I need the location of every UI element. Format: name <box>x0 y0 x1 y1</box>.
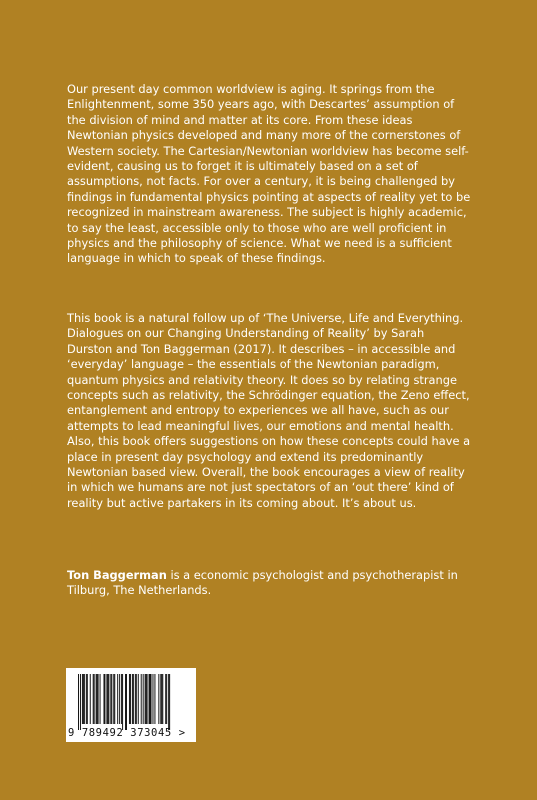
barcode-bar <box>93 674 94 724</box>
barcode-bar <box>160 674 161 724</box>
barcode-bar <box>152 674 153 724</box>
barcode-bar <box>169 674 170 730</box>
barcode-bar <box>154 674 155 724</box>
barcode-bar <box>147 674 148 724</box>
barcode-bar <box>121 674 122 724</box>
barcode-bar <box>117 674 118 724</box>
barcode-bar <box>84 674 85 724</box>
barcode-bar <box>146 674 147 724</box>
author-bio <box>67 568 472 599</box>
barcode-bar <box>125 674 126 730</box>
barcode-bar <box>87 674 88 724</box>
barcode-bar <box>100 674 101 724</box>
barcode-bar <box>141 674 142 724</box>
barcode-bar <box>149 674 150 724</box>
author-name: Ton Baggerman <box>67 568 167 582</box>
barcode-bar <box>126 674 127 730</box>
barcode-bar <box>133 674 134 724</box>
barcode-bar <box>86 674 87 724</box>
description-paragraph-2: This book is a natural follow up of ‘The Universe, Life and Everything. Dialogues on our Changing Understanding of Reality’ by Sarah Durston and Ton Baggerman (2017). It describes – in accessible and ‘everyday’ language – the essentials of the Newtonian paradigm, quantum physics and relativity theory. It does so by relating strange concepts such as relativity, the Schrödinger equation, the Zeno effect, entanglement and entropy to experiences we all have, such as our attempts to lead meaningful lives, our emotions and mental health. Also, this book offers suggestions on how these concepts could have a place in present day psychology and extend its predominantly Newtonian based view. Overall, the book encourages a view of reality in which we humans are not just spectators of an ‘out there’ kind of reality but active partakers in its coming about. It’s about us. <box>67 311 471 510</box>
barcode-bar <box>113 674 114 724</box>
barcode-bar <box>94 674 95 724</box>
barcode-bar <box>165 674 166 724</box>
barcode-bar <box>122 674 123 730</box>
barcode-bar <box>103 674 104 724</box>
barcode-bar <box>166 674 167 724</box>
barcode-bar <box>150 674 151 724</box>
barcode-bar <box>83 674 84 724</box>
barcode-bar <box>106 674 107 724</box>
barcode-bar <box>151 674 152 724</box>
barcode-bar <box>132 674 133 724</box>
author-bio-text: is a economic psychologist and psychotherapist in Tilburg, The Netherlands. <box>67 568 458 598</box>
barcode-bar <box>114 674 115 724</box>
isbn-barcode <box>66 668 196 742</box>
barcode-bar <box>130 674 131 724</box>
description-paragraph-1: Our present day common worldview is aging. It springs from the Enlightenment, some 350 years ago, with Descartes’ assumption of the division of mind and matter at its core. From these ideas Newtonian physics developed and many more of the cornerstones of Western society. The Cartesian/Newtonian worldview has become self-evident, causing us to forget it is ultimately based on a set of assumptions, not facts. For over a century, it is being challenged by findings in fundamental physics pointing at aspects of reality yet to be recognized in mainstream awareness. The subject is highly academic, to say the least, accessible only to those who are well proficient in physics and the philosophy of science. What we need is a sufficient language in which to speak of these findings. <box>67 82 471 266</box>
barcode-bar <box>78 674 79 730</box>
barcode-bar <box>143 674 144 724</box>
barcode-bar <box>80 674 81 730</box>
barcode-bar <box>161 674 162 724</box>
barcode-bar <box>119 674 120 724</box>
barcode-bar <box>98 674 99 724</box>
barcode-bar <box>136 674 137 724</box>
barcode-bar <box>110 674 111 724</box>
barcode-bar <box>145 674 146 724</box>
barcode-bar <box>97 674 98 724</box>
barcode-bar <box>107 674 108 724</box>
isbn-digits: 9 789492 373045 > <box>68 727 186 739</box>
barcode-bar <box>96 674 97 724</box>
barcode-bar <box>168 674 169 730</box>
barcode-bar <box>104 674 105 724</box>
barcode-bar <box>158 674 159 724</box>
barcode-bar <box>111 674 112 724</box>
barcode-bar <box>162 674 163 724</box>
barcode-bar <box>108 674 109 724</box>
barcode-bar <box>129 674 130 724</box>
barcode-bar <box>90 674 91 724</box>
barcode-bar <box>82 674 83 724</box>
barcode-bar <box>138 674 139 724</box>
barcode-bar <box>135 674 136 724</box>
